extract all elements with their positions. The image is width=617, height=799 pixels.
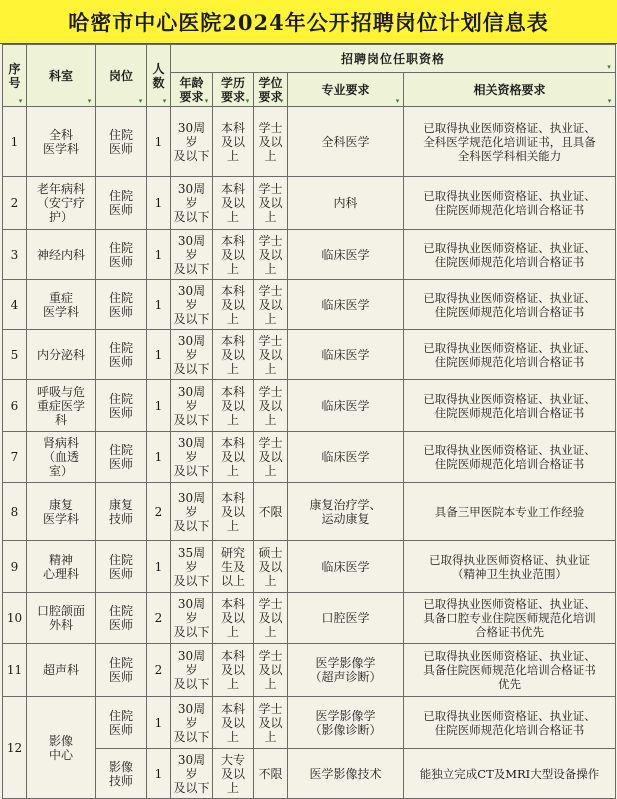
cell-count: 1 (147, 697, 171, 749)
filter-dropdown-icon[interactable] (161, 97, 168, 104)
cell-degree: 学士 及以 上 (254, 432, 288, 483)
cell-count: 1 (147, 541, 171, 593)
table-row (3, 697, 616, 749)
cell-dept: 影像 中心 (27, 697, 96, 799)
filter-dropdown-icon[interactable] (86, 97, 93, 104)
cell-education: 本科 及以 上 (213, 177, 254, 230)
cell-dept: 肾病科 （血透 室） (27, 432, 96, 483)
header-age: 年龄 要求 ▾ (171, 73, 213, 107)
cell-major: 医学影像学 （超声诊断） (288, 644, 404, 697)
header-dept: 科室 ▾ (27, 45, 96, 107)
cell-seq: 2 (3, 177, 27, 230)
cell-seq: 1 (3, 107, 27, 177)
table-row (3, 230, 616, 280)
cell-dept: 口腔颌面 外科 (27, 593, 96, 644)
table-row (3, 330, 616, 380)
cell-position: 住院 医师 (96, 177, 147, 230)
cell-count: 1 (147, 280, 171, 330)
cell-education: 大专 及以 上 (213, 749, 254, 799)
cell-major: 口腔医学 (288, 593, 404, 644)
header-position: 岗位 ▾ (96, 45, 147, 107)
cell-count: 2 (147, 593, 171, 644)
cell-degree: 学士 及以 上 (254, 380, 288, 432)
cell-degree: 学士 及以 上 (254, 280, 288, 330)
cell-other: 已取得执业医师资格证、执业证、 住院医师规范化培训合格证书 (404, 177, 616, 230)
cell-position: 住院 医师 (96, 541, 147, 593)
cell-age: 30周岁 及以下 (171, 107, 213, 177)
cell-degree: 学士 及以 上 (254, 107, 288, 177)
header-count: 人 数 ▾ (147, 45, 171, 107)
page-title: 哈密市中心医院2024年公开招聘岗位计划信息表 (0, 0, 617, 44)
cell-dept: 神经内科 (27, 230, 96, 280)
cell-other: 具备三甲医院本专业工作经验 (404, 483, 616, 541)
cell-dept: 康复 医学科 (27, 483, 96, 541)
cell-other: 已取得执业医师资格证、执业证、 具备住院医师规范化培训合格证书 优先 (404, 644, 616, 697)
cell-major: 临床医学 (288, 280, 404, 330)
table-row (3, 380, 616, 432)
cell-other: 已取得执业医师资格证、执业证、 住院医师规范化培训合格证书 (404, 230, 616, 280)
cell-other: 已取得执业医师资格证、执业证、 具备口腔专业住院医师规范化培训 合格证书优先 (404, 593, 616, 644)
cell-position: 住院 医师 (96, 230, 147, 280)
cell-seq: 12 (3, 697, 27, 799)
cell-major: 医学影像学 （影像诊断） (288, 697, 404, 749)
filter-dropdown-icon[interactable] (137, 97, 144, 104)
recruitment-table (2, 44, 616, 799)
cell-education: 本科 及以 上 (213, 483, 254, 541)
cell-other: 已取得执业医师资格证、执业证、 住院医师规范化培训合格证书 (404, 280, 616, 330)
cell-age: 30周岁 及以下 (171, 177, 213, 230)
cell-count: 2 (147, 644, 171, 697)
cell-seq: 5 (3, 330, 27, 380)
cell-other: 已取得执业医师资格证、执业证、 全科医学规范化培训证书，且具备 全科医学科相关能力 (404, 107, 616, 177)
cell-count: 1 (147, 380, 171, 432)
cell-position: 住院 医师 (96, 380, 147, 432)
header-qualifications-group: 招聘岗位任职资格 ▾ (171, 45, 616, 73)
cell-count: 1 (147, 432, 171, 483)
cell-seq: 10 (3, 593, 27, 644)
cell-dept: 呼吸与危 重症医学 科 (27, 380, 96, 432)
cell-count: 2 (147, 483, 171, 541)
cell-degree: 学士 及以 上 (254, 330, 288, 380)
cell-major: 康复治疗学、 运动康复 (288, 483, 404, 541)
cell-position: 康复 技师 (96, 483, 147, 541)
header-major: 专业要求 ▾ (288, 73, 404, 107)
table-row (3, 432, 616, 483)
cell-seq: 7 (3, 432, 27, 483)
cell-degree: 学士 及以 上 (254, 697, 288, 749)
cell-education: 本科 及以 上 (213, 280, 254, 330)
cell-seq: 6 (3, 380, 27, 432)
cell-position: 住院 医师 (96, 644, 147, 697)
cell-dept: 全科 医学科 (27, 107, 96, 177)
cell-count: 1 (147, 330, 171, 380)
filter-dropdown-icon[interactable] (394, 97, 401, 104)
cell-age: 35周岁 及以下 (171, 541, 213, 593)
table-row (3, 593, 616, 644)
cell-degree: 学士 及以 上 (254, 230, 288, 280)
cell-age: 30周岁 及以下 (171, 230, 213, 280)
filter-dropdown-icon[interactable] (278, 97, 285, 104)
cell-degree: 学士 及以 上 (254, 593, 288, 644)
cell-count: 1 (147, 230, 171, 280)
cell-position: 住院 医师 (96, 107, 147, 177)
cell-major: 临床医学 (288, 380, 404, 432)
cell-age: 30周岁 及以下 (171, 483, 213, 541)
cell-education: 本科 及以 上 (213, 697, 254, 749)
table-row (3, 280, 616, 330)
cell-dept: 内分泌科 (27, 330, 96, 380)
cell-seq: 4 (3, 280, 27, 330)
cell-position: 影像 技师 (96, 749, 147, 799)
cell-age: 30周岁 及以下 (171, 697, 213, 749)
cell-major: 全科医学 (288, 107, 404, 177)
cell-other: 已取得执业医师资格证、执业证、 住院医师规范化培训合格证书 (404, 330, 616, 380)
cell-major: 临床医学 (288, 230, 404, 280)
header-seq: 序号 ▾ (3, 45, 27, 107)
cell-age: 30周岁 及以下 (171, 432, 213, 483)
cell-seq: 3 (3, 230, 27, 280)
header-degree: 学位 要求 ▾ (254, 73, 288, 107)
table-row (3, 177, 616, 230)
cell-position: 住院 医师 (96, 432, 147, 483)
cell-position: 住院 医师 (96, 593, 147, 644)
cell-other: 已取得执业医师资格证、执业证 （精神卫生执业范围） (404, 541, 616, 593)
cell-degree: 学士 及以 上 (254, 644, 288, 697)
cell-education: 本科 及以 上 (213, 380, 254, 432)
cell-major: 临床医学 (288, 432, 404, 483)
table-row (3, 107, 616, 177)
cell-degree: 学士 及以 上 (254, 177, 288, 230)
cell-position: 住院 医师 (96, 697, 147, 749)
cell-age: 30周岁 及以下 (171, 644, 213, 697)
cell-major: 医学影像技术 (288, 749, 404, 799)
cell-other: 已取得执业医师资格证、执业证、 住院医师规范化培训合格证书 (404, 380, 616, 432)
table-row (3, 483, 616, 541)
cell-degree: 不限 (254, 483, 288, 541)
cell-education: 本科 及以 上 (213, 107, 254, 177)
filter-dropdown-icon[interactable] (244, 97, 251, 104)
cell-education: 本科 及以 上 (213, 432, 254, 483)
cell-seq: 8 (3, 483, 27, 541)
header-other: 相关资格要求 ▾ (404, 73, 616, 107)
cell-dept: 老年病科 （安宁疗 护） (27, 177, 96, 230)
filter-dropdown-icon[interactable] (203, 97, 210, 104)
cell-age: 30周岁 及以下 (171, 749, 213, 799)
cell-dept: 重症 医学科 (27, 280, 96, 330)
cell-dept: 超声科 (27, 644, 96, 697)
cell-major: 临床医学 (288, 541, 404, 593)
cell-position: 住院 医师 (96, 280, 147, 330)
filter-dropdown-icon[interactable] (606, 97, 613, 104)
cell-education: 研究 生及 以上 (213, 541, 254, 593)
cell-education: 本科 及以 上 (213, 230, 254, 280)
cell-other: 已取得执业医师资格证、执业证、 住院医师规范化培训合格证书 (404, 432, 616, 483)
table-row (3, 644, 616, 697)
cell-count: 1 (147, 749, 171, 799)
cell-other: 能独立完成CT及MRI大型设备操作 (404, 749, 616, 799)
cell-seq: 11 (3, 644, 27, 697)
cell-age: 30周岁 及以下 (171, 380, 213, 432)
cell-education: 本科 及以 上 (213, 644, 254, 697)
cell-age: 30周岁 及以下 (171, 330, 213, 380)
cell-seq: 9 (3, 541, 27, 593)
cell-age: 30周岁 及以下 (171, 593, 213, 644)
cell-education: 本科 及以 上 (213, 593, 254, 644)
filter-dropdown-icon[interactable] (606, 63, 613, 70)
cell-major: 内科 (288, 177, 404, 230)
cell-dept: 精神 心理科 (27, 541, 96, 593)
cell-degree: 硕士 及以 上 (254, 541, 288, 593)
header-education: 学历 要求 ▾ (213, 73, 254, 107)
cell-education: 本科 及以 上 (213, 330, 254, 380)
cell-major: 临床医学 (288, 330, 404, 380)
table-row (3, 541, 616, 593)
cell-count: 1 (147, 107, 171, 177)
filter-dropdown-icon[interactable] (17, 97, 24, 104)
cell-other: 已取得执业医师资格证、执业证、 住院医师规范化培训合格证书 (404, 697, 616, 749)
cell-position: 住院 医师 (96, 330, 147, 380)
cell-age: 30周岁 及以下 (171, 280, 213, 330)
cell-degree: 不限 (254, 749, 288, 799)
cell-count: 1 (147, 177, 171, 230)
